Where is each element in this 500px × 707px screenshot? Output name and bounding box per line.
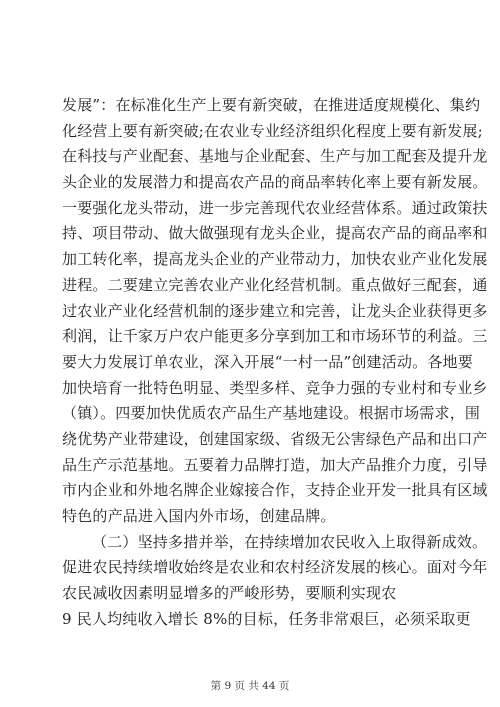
text-line: 特色的产品进入国内外市场，创建品牌。 [62,507,336,525]
text-line: 在科技与产业配套、基地与企业配套、生产与加工配套及提升龙 [62,147,488,166]
text-line: 农民减收因素明显增多的严峻形势，要顺利实现农 [62,584,397,603]
text-line: 加工转化率，提高龙头企业的产业带动力，加快农业产业化发展 [62,250,488,269]
text-line: 头企业的发展潜力和提高农产品的商品率转化率上要有新发展。 [62,173,488,192]
page-number-footer: 第 9 页 共 44 页 [210,680,290,692]
text-line: 市内企业和外地名牌企业嫁接合作，支持企业开发一批具有区域 [62,481,488,500]
body-text [62,93,488,632]
text-line: 过农业产业化经营机制的逐步建立和完善，让龙头企业获得更多 [62,301,488,320]
text-line: 进程。二要建立完善农业产业化经营机制。重点做好三配套，通 [62,275,488,294]
text-line: 一要强化龙头带动，进一步完善现代农业经营体系。通过政策扶 [62,198,488,217]
text-line: 化经营上要有新突破;在农业专业经济组织化程度上要有新发展; [62,121,483,140]
text-line: 品生产示范基地。五要着力品牌打造，加大产品推介力度，引导 [62,455,488,474]
text-line: 发展”：在标准化生产上要有新突破，在推进适度规模化、集约 [62,96,481,114]
text-line: 绕优势产业带建设，创建国家级、省级无公害绿色产品和出口产 [62,429,488,448]
text-line: 加快培育一批特色明显、类型多样、竞争力强的专业村和专业乡 [62,378,488,397]
text-line: 持、项目带动、做大做强现有龙头企业，提高农产品的商品率和 [62,224,488,243]
text-line: 9 民人均纯收入增长 8%的目标，任务非常艰巨，必须采取更 [62,609,471,628]
text-line: （镇）。四要加快优质农产品生产基地建设。根据市场需求，围 [62,404,481,423]
text-line: 要大力发展订单农业，深入开展“一村一品”创建活动。各地要 [62,352,473,371]
text-line: 利润，让千家万户农户能更多分享到加工和市场环节的利益。三 [62,327,488,346]
text-line: 促进农民持续增收始终是农业和农村经济发展的核心。面对今年 [62,558,488,577]
section-heading-line: （二）坚持多措并举，在持续增加农民收入上取得新成效。 [92,532,488,551]
